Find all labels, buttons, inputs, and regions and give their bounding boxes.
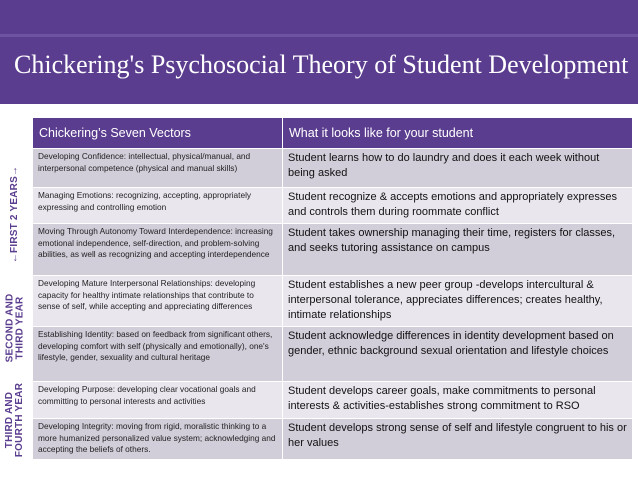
table-header-row — [33, 118, 633, 149]
table-row — [33, 149, 633, 188]
side-label-first-text: ←FIRST 2 YEARS→ — [9, 165, 21, 263]
side-label-first-two-years — [2, 150, 28, 278]
table-row — [33, 188, 633, 224]
example-cell: Student takes ownership managing their time, registers for classes, and seeks tutoring assistance on campus — [283, 224, 633, 276]
example-cell: Student establishes a new peer group -develops intercultural & interpersonal tolerance, appreciates differences; creates healthy, intimate relationships — [283, 276, 633, 327]
vector-cell: Developing Mature Interpersonal Relationships: developing capacity for healthy intimate relationships that contribute to sense of self, while accepting and appreciating differences — [33, 276, 283, 327]
side-label-third-text — [5, 383, 25, 457]
table-row — [33, 382, 633, 419]
side-label-second-line-2: THIRD YEAR — [14, 296, 26, 360]
table-row — [33, 327, 633, 382]
example-cell: Student develops career goals, make commitments to personal interests & activities-establishes strong commitment to RSO — [283, 382, 633, 419]
vector-cell: Managing Emotions: recognizing, accepting, appropriately expressing and controlling emotion — [33, 188, 283, 224]
side-label-third-line-1: THIRD AND — [4, 391, 15, 449]
side-label-third-line-2: FOURTH YEAR — [14, 382, 25, 458]
side-label-second-line-1: SECOND AND — [4, 293, 16, 363]
table-row — [33, 276, 633, 327]
table-row — [33, 419, 633, 460]
vectors-table — [32, 117, 633, 460]
side-label-third-fourth-year — [2, 378, 28, 462]
title-banner — [0, 0, 638, 104]
example-cell: Student develops strong sense of self and lifestyle congruent to his or her values — [283, 419, 633, 460]
side-label-second-text — [5, 294, 25, 363]
example-cell: Student acknowledge differences in identity development based on gender, ethnic background sexual orientation and lifestyle choices — [283, 327, 633, 382]
header-vectors: Chickering’s Seven Vectors — [33, 118, 283, 149]
vector-cell: Moving Through Autonomy Toward Interdependence: increasing emotional independence, self-direction, and problem-solving abilities, as well as recognizing and accepting interdependence — [33, 224, 283, 276]
header-student-example: What it looks like for your student — [283, 118, 633, 149]
slide-title: Chickering's Psychosocial Theory of Student Development — [14, 50, 629, 79]
vector-cell: Developing Integrity: moving from rigid, moralistic thinking to a more humanized personalized value system; acknowledging and accepting the beliefs of others. — [33, 419, 283, 460]
vector-cell: Developing Purpose: developing clear vocational goals and committing to personal interests and activities — [33, 382, 283, 419]
side-label-second-third-year — [2, 288, 28, 368]
table-row — [33, 224, 633, 276]
example-cell: Student learns how to do laundry and does it each week without being asked — [283, 149, 633, 188]
example-cell: Student recognize & accepts emotions and appropriately expresses and controls them during roommate conflict — [283, 188, 633, 224]
title-banner-rule — [0, 34, 638, 37]
vector-cell: Developing Confidence: intellectual, physical/manual, and interpersonal competence (physical and manual skills) — [33, 149, 283, 188]
vector-cell: Establishing Identity: based on feedback from significant others, developing comfort with self (physically and emotionally), one's lifestyle, gender, sexuality and cultural heritage — [33, 327, 283, 382]
